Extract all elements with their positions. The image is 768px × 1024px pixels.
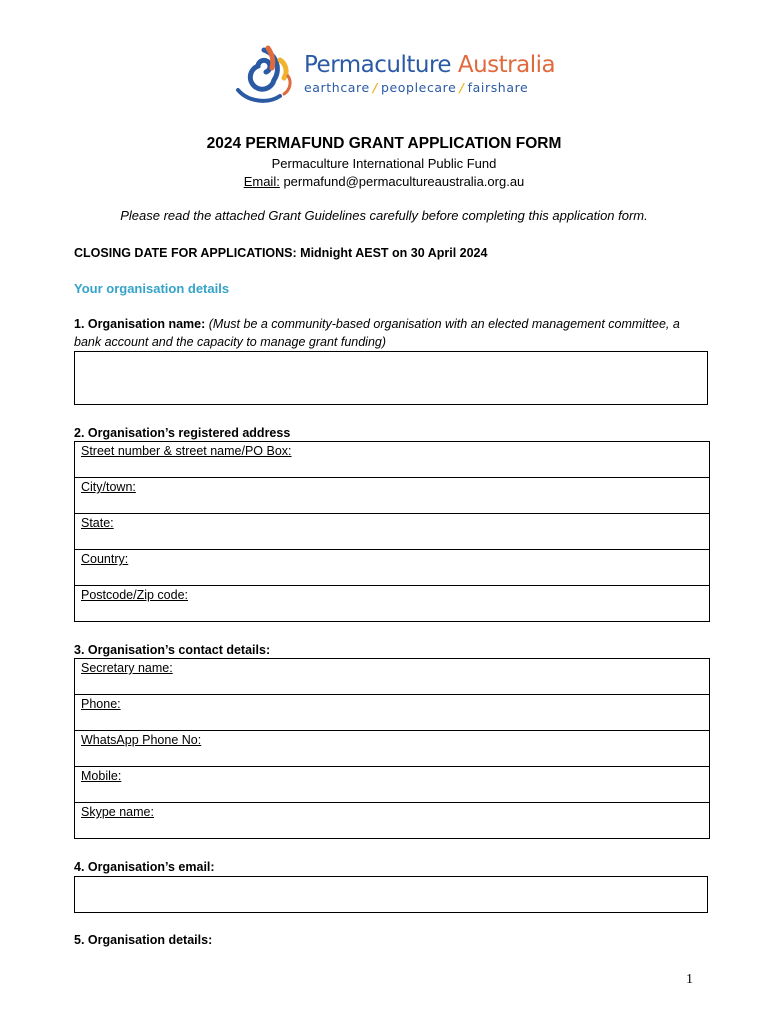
organisation-email-field[interactable]: [74, 876, 708, 913]
question-1: [74, 315, 704, 351]
permaculture-australia-logo: [228, 42, 556, 102]
address-table: [74, 441, 710, 622]
organisation-name-field[interactable]: [74, 351, 708, 405]
contact-skype-label: Skype name:: [81, 805, 154, 819]
question-1-label: 1. Organisation name:: [74, 317, 206, 331]
contact-mobile-label: Mobile:: [81, 769, 122, 783]
address-postcode-field[interactable]: [75, 586, 710, 622]
brand-name-part1: Permaculture: [304, 52, 452, 78]
contact-whatsapp-field[interactable]: [75, 731, 710, 767]
question-3: [74, 641, 704, 659]
form-title: 2024 PERMAFUND GRANT APPLICATION FORM: [206, 135, 562, 152]
contact-skype-field[interactable]: [75, 803, 710, 839]
section-title-organisation-details: Your organisation details: [74, 281, 230, 296]
brand-name-part2: Australia: [457, 52, 556, 78]
question-3-label: 3. Organisation’s contact details:: [74, 643, 271, 657]
page-number: 1: [686, 972, 693, 987]
address-street-field[interactable]: [75, 442, 710, 478]
contact-table: [74, 658, 710, 839]
tagline-separator-icon: /: [459, 80, 465, 95]
question-5-label: 5. Organisation details:: [74, 933, 213, 947]
address-city-field[interactable]: [75, 478, 710, 514]
address-city-label: City/town:: [81, 480, 136, 494]
question-4: [74, 858, 704, 876]
contact-whatsapp-label: WhatsApp Phone No:: [81, 733, 202, 747]
address-state-label: State:: [81, 516, 114, 530]
address-country-label: Country:: [81, 552, 129, 566]
address-country-field[interactable]: [75, 550, 710, 586]
contact-secretary-field[interactable]: [75, 659, 710, 695]
contact-phone-field[interactable]: [75, 695, 710, 731]
closing-date: CLOSING DATE FOR APPLICATIONS: Midnight AEST on 30 April 2024: [74, 246, 488, 260]
contact-mobile-field[interactable]: [75, 767, 710, 803]
question-2: [74, 424, 704, 442]
address-state-field[interactable]: [75, 514, 710, 550]
email-address-link[interactable]: permafund@permacultureaustralia.org.au: [283, 174, 525, 189]
tagline-fairshare: fairshare: [467, 80, 529, 95]
tagline-separator-icon: /: [372, 80, 378, 95]
tagline-peoplecare: peoplecare: [380, 80, 457, 95]
contact-email-line: [0, 174, 768, 189]
address-postcode-label: Postcode/Zip code:: [81, 588, 189, 602]
guidelines-notice: Please read the attached Grant Guidelines carefully before completing this application form.: [120, 208, 648, 223]
question-1-hint: (Must be a community-based organisation with an elected management committee, a bank account and the capacity to manage grant funding): [74, 317, 680, 349]
question-2-label: 2. Organisation’s registered address: [74, 426, 291, 440]
contact-secretary-label: Secretary name:: [81, 661, 173, 675]
contact-phone-label: Phone:: [81, 697, 121, 711]
question-5: [74, 931, 704, 949]
form-subtitle: Permaculture International Public Fund: [271, 156, 497, 171]
question-4-label: 4. Organisation’s email:: [74, 860, 215, 874]
spiral-logo-icon: [228, 42, 298, 104]
email-label: Email:: [243, 174, 280, 189]
brand-tagline: [304, 80, 528, 95]
tagline-earthcare: earthcare: [304, 80, 370, 95]
address-street-label: Street number & street name/PO Box:: [81, 444, 292, 458]
brand-name: [304, 52, 555, 78]
